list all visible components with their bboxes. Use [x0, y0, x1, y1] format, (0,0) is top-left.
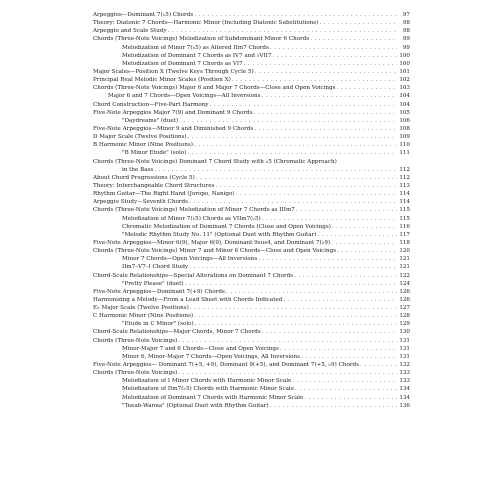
toc-entry-title: Rhythm Guitar—The Right Hand (Joropo, Nanigo): [93, 191, 235, 198]
dot-leader: [258, 255, 397, 263]
toc-entry-page-number: 104: [399, 101, 410, 108]
toc-entry-page-number: 126: [399, 296, 410, 303]
toc-entry-title: Chords (Three-Note Voicings) Major 6 and Major 7 Chords—Close and Open Voicings: [93, 85, 336, 92]
dot-leader: [244, 60, 397, 68]
toc-entry: [93, 206, 410, 214]
toc-entry-page-number: 97: [402, 12, 410, 18]
toc-entry-title: Theory: Interchangeable Chord Structures: [93, 182, 215, 189]
toc-entry: [93, 255, 410, 263]
dot-leader: [360, 361, 397, 369]
toc-entry-page-number: 101: [399, 68, 410, 75]
toc-entry: [93, 52, 410, 60]
toc-entry-title: Chromatic Melodization of Dominant 7 Chords (Close and Open Voicings): [122, 223, 331, 230]
toc-entry-title: "Etude in C Minor" (solo): [122, 321, 194, 328]
toc-entry: [93, 166, 410, 174]
toc-entry: [93, 182, 410, 190]
toc-entry-title: Minor-Major 7 and 6 Chords—Close and Open Voicings: [122, 345, 279, 352]
toc-entry-title: Five-Note Arpeggios—Minor 6(9), Major 6(9), Dominant 9sus4, and Dominant 7(♭9): [93, 239, 331, 246]
toc-entry: [93, 35, 410, 43]
toc-entry-title: Chords (Three-Note Voicings): [93, 337, 178, 344]
toc-entry-title: Chords (Three-Note Voicings) Melodization of Subdominant Minor 6 Chords: [93, 36, 310, 43]
toc-entry-title: Major 6 and 7 Chords—Open Voicings—All Inversions: [108, 93, 261, 100]
toc-entry-title: Arpeggios—Dominant 7(♭5) Chords: [93, 12, 194, 18]
dot-leader: [179, 117, 397, 125]
dot-leader: [185, 280, 397, 288]
toc-entry-title: Theory: Diatonic 7 Chords—Harmonic Minor (Including Diatonic Substitutions): [93, 20, 319, 27]
toc-entry: [93, 312, 410, 320]
dot-leader: [301, 353, 397, 361]
toc-entry-title: E♭ Major Scale (Twelve Positions): [93, 305, 189, 312]
toc-entry-title: Chord-Scale Relationships—Major Chords, Minor 7 Chords: [93, 329, 261, 336]
toc-entry-title: Minor 6, Minor-Major 7 Chords—Open Voicings, All Inversions: [122, 353, 300, 360]
toc-entry: [93, 198, 410, 206]
toc-entry: [93, 337, 410, 345]
dot-leader: [304, 394, 397, 402]
toc-entry: [93, 288, 410, 296]
dot-leader: [270, 44, 397, 52]
toc-entry: [93, 296, 410, 304]
toc-entry: [93, 328, 410, 336]
dot-leader: [194, 312, 397, 320]
toc-entry: [93, 231, 410, 239]
toc-entry-page-number: 132: [399, 362, 410, 369]
toc-entry: [93, 27, 410, 35]
toc-entry-page-number: 134: [399, 394, 410, 401]
toc-entry-page-number: 136: [399, 402, 410, 409]
dot-leader: [178, 337, 397, 345]
toc-entry-title: Principal Real Melodic Minor Scales (Position X): [93, 77, 231, 84]
toc-entry-title: "Teeah-Wanna" (Optional Duet with Rhythm Guitar): [122, 402, 269, 409]
toc-entry: [93, 68, 410, 76]
toc-entry-title: Melodization of Minor 7(♭5) Chords as VIIm7(♭5): [122, 215, 261, 222]
toc-entry-page-number: 134: [399, 386, 410, 393]
toc-entry-page-number: 117: [399, 231, 410, 238]
dot-leader: [254, 125, 397, 133]
toc-entry: [93, 239, 410, 247]
toc-entry-page-number: 129: [399, 321, 410, 328]
dot-leader: [332, 223, 397, 231]
toc-entry-page-number: 120: [399, 248, 410, 255]
toc-entry-title: "B Minor Etude" (solo): [122, 150, 187, 157]
toc-entry: [93, 361, 410, 369]
toc-entry: [93, 117, 410, 125]
toc-entry: [93, 76, 410, 84]
toc-entry-page-number: 128: [399, 313, 410, 320]
dot-leader: [283, 296, 397, 304]
toc-entry: [93, 125, 410, 133]
dot-leader: [194, 11, 397, 19]
toc-entry: [93, 385, 410, 393]
toc-entry-page-number: 115: [399, 215, 410, 222]
toc-entry: [93, 109, 410, 117]
toc-entry-page-number: 102: [399, 77, 410, 84]
toc-entry-page-number: 115: [399, 207, 410, 214]
toc-entry: [93, 215, 410, 223]
dot-leader: [262, 328, 397, 336]
toc-entry: [93, 133, 410, 141]
dot-leader: [188, 133, 397, 141]
toc-entry: [93, 149, 410, 157]
toc-entry: [93, 304, 410, 312]
dot-leader: [319, 19, 397, 27]
toc-entry-page-number: 133: [399, 370, 410, 377]
dot-leader: [210, 101, 397, 109]
toc-entry-title: "Melodic Rhythm Study No. 11" (Optional Duet with Rhythm Guitar): [122, 231, 317, 238]
toc-entry-title: Chords (Three-Note Voicings) Dominant 7 Chord Study with ♭5 (Chromatic Approach): [93, 158, 337, 165]
toc-entry-page-number: 112: [399, 174, 410, 181]
toc-entry: [93, 320, 410, 328]
toc-entry-title: Major Scales—Position X (Twelve Keys Through Cycle 5): [93, 68, 254, 75]
dot-leader: [189, 198, 397, 206]
toc-entry-page-number: 99: [402, 36, 410, 43]
dot-leader: [295, 385, 397, 393]
toc-entry-page-number: 133: [399, 378, 410, 385]
toc-entry-title: C Harmonic Minor (Nine Positions): [93, 313, 194, 320]
toc-entry: [93, 223, 410, 231]
toc-entry: [93, 263, 410, 271]
toc-entry: [93, 353, 410, 361]
toc-entry-page-number: 99: [402, 44, 410, 51]
toc-entry: [93, 272, 410, 280]
toc-entry-title: in the Bass: [122, 166, 154, 173]
toc-entry-page-number: 98: [402, 20, 410, 27]
dot-leader: [168, 27, 397, 35]
toc-entry: [93, 377, 410, 385]
toc-entry-page-number: 127: [399, 305, 410, 312]
dot-leader: [336, 84, 397, 92]
toc-entry-title: IIm7–V7–I Chord Study: [122, 264, 189, 271]
dot-leader: [190, 304, 397, 312]
toc-entry: [93, 394, 410, 402]
dot-leader: [236, 190, 397, 198]
toc-entry-title: Arpeggio Study—Seventh Chords: [93, 199, 188, 206]
toc-entry-title: Five-Note Arpeggios Major 7(9) and Dominant 9 Chords: [93, 109, 253, 116]
toc-entry-title: Melodization of I Minor Chords with Harmonic Minor Scale: [122, 378, 292, 385]
toc-entry-title: Chord Construction—Five-Part Harmony: [93, 101, 209, 108]
toc-entry-title: Melodization of Dominant 7 Chords as IV7 and ♭VII7: [122, 52, 272, 59]
dot-leader: [292, 377, 397, 385]
toc-entry-page-number: 103: [399, 85, 410, 92]
toc-entry-title: About Chord Progressions (Cycle 5): [93, 174, 195, 181]
toc-entry-page-number: 112: [399, 166, 410, 173]
toc-entry: [93, 60, 410, 68]
toc-entry-title: Melodization of Dominant 7 Chords with Harmonic Minor Scale: [122, 394, 304, 401]
toc-entry-page-number: 111: [399, 150, 410, 157]
toc-entry: [93, 101, 410, 109]
dot-leader: [226, 288, 397, 296]
dot-leader: [280, 345, 397, 353]
dot-leader: [187, 149, 397, 157]
toc-entry-page-number: 110: [399, 142, 410, 149]
dot-leader: [255, 68, 397, 76]
dot-leader: [270, 402, 397, 410]
toc-entry-title: Five-Note Arpeggios—Dominant 7(+9) Chords: [93, 288, 225, 295]
toc-entry: [93, 280, 410, 288]
dot-leader: [154, 166, 397, 174]
toc-entry-title: Harmonizing a Melody—From a Lead Sheet with Chords Indicated: [93, 296, 283, 303]
toc-entry-page-number: 114: [399, 199, 410, 206]
toc-entry-page-number: 121: [399, 264, 410, 271]
toc-entry-title: Chords (Three-Note Voicings): [93, 370, 178, 377]
toc-entry-page-number: 131: [399, 337, 410, 344]
toc-entry-page-number: 131: [399, 345, 410, 352]
dot-leader: [294, 272, 397, 280]
dot-leader: [262, 215, 397, 223]
toc-entry-page-number: 108: [399, 125, 410, 132]
dot-leader: [215, 182, 397, 190]
dot-leader: [337, 247, 397, 255]
toc-entry: [93, 158, 410, 166]
toc-entry-page-number: 100: [399, 60, 410, 67]
toc-entry-title: Arpeggio and Scale Study: [93, 28, 167, 35]
dot-leader: [272, 52, 397, 60]
table-of-contents: [93, 11, 410, 410]
toc-entry-page-number: 114: [399, 191, 410, 198]
toc-entry-page-number: 126: [399, 288, 410, 295]
dot-leader: [262, 92, 397, 100]
toc-entry-title: "Pretty Please" (duet): [122, 280, 184, 287]
dot-leader: [178, 369, 397, 377]
toc-entry-title: D Major Scale (Twelve Positions): [93, 134, 187, 141]
dot-leader: [232, 76, 397, 84]
toc-entry-title: "Daydreams" (duet): [122, 117, 179, 124]
toc-entry-title: Five-Note Arpeggios— Dominant 7(+5, +9), Dominant 9(+5), and Dominant 7(+5, ♭9) Chords: [93, 362, 359, 369]
toc-entry-page-number: 113: [399, 182, 410, 189]
toc-entry-page-number: 130: [399, 329, 410, 336]
dot-leader: [331, 239, 397, 247]
toc-entry-page-number: 109: [399, 134, 410, 141]
toc-entry-title: Minor 7 Chords—Open Voicings—All Inversions: [122, 256, 258, 263]
toc-entry-title: Chords (Three-Note Voicings) Minor 7 and Minor 6 Chords—Close and Open Voicings: [93, 248, 337, 255]
toc-entry-title: Five-Note Arpeggios—Minor 9 and Diminished 9 Chords: [93, 125, 254, 132]
toc-entry-page-number: 104: [399, 93, 410, 100]
toc-entry: [93, 92, 410, 100]
toc-entry-title: Melodization of Dominant 7 Chords as VI7: [122, 60, 243, 67]
dot-leader: [196, 174, 397, 182]
toc-entry: [93, 345, 410, 353]
toc-entry-page-number: 106: [399, 117, 410, 124]
dot-leader: [317, 231, 397, 239]
toc-entry: [93, 174, 410, 182]
toc-entry: [93, 141, 410, 149]
toc-entry-page-number: 100: [399, 52, 410, 59]
dot-leader: [189, 263, 397, 271]
toc-entry: [93, 44, 410, 52]
dot-leader: [194, 141, 397, 149]
toc-entry: [93, 247, 410, 255]
toc-entry-page-number: 105: [399, 109, 410, 116]
dot-leader: [296, 206, 397, 214]
toc-entry-page-number: 124: [399, 280, 410, 287]
toc-entry-title: Chord-Scale Relationships—Special Alterations on Dominant 7 Chords: [93, 272, 294, 279]
toc-entry-page-number: 121: [399, 256, 410, 263]
toc-entry-page-number: 122: [399, 272, 410, 279]
dot-leader: [195, 320, 397, 328]
toc-entry: [93, 84, 410, 92]
toc-entry-title: Melodization of IIm7(♭5) Chords with Harmonic Minor Scale: [122, 386, 295, 393]
toc-entry-page-number: 98: [402, 28, 410, 35]
toc-entry-page-number: 118: [399, 239, 410, 246]
dot-leader: [310, 35, 397, 43]
toc-entry-title: B Harmonic Minor (Nine Positions): [93, 142, 193, 149]
toc-entry: [93, 369, 410, 377]
toc-entry-page-number: 116: [399, 223, 410, 230]
toc-entry: [93, 19, 410, 27]
toc-entry-title: Melodization of Minor 7(♭5) as Altered IIm7 Chords: [122, 44, 269, 51]
toc-entry-page-number: 131: [399, 353, 410, 360]
dot-leader: [254, 109, 397, 117]
toc-entry-title: Chords (Three-Note Voicings) Melodization of Minor 7 Chords as IIIm7: [93, 207, 295, 214]
toc-entry: [93, 402, 410, 410]
toc-entry: [93, 11, 410, 19]
toc-entry: [93, 190, 410, 198]
